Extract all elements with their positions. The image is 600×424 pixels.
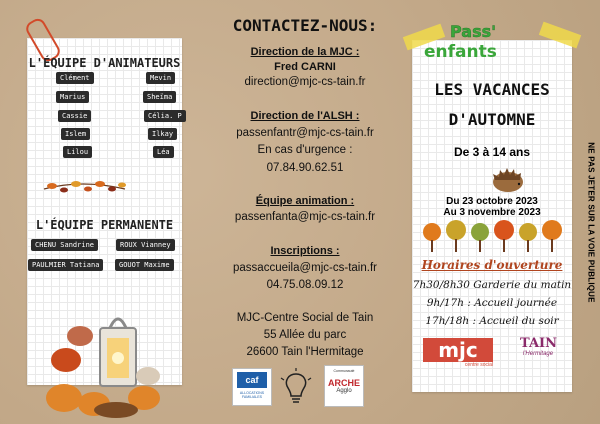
- address-line1: MJC-Centre Social de Tain: [236, 312, 374, 324]
- arche-agglo-logo: [324, 365, 364, 407]
- autumn-leaves-icon: [42, 177, 127, 197]
- permanent-chip: CHENU Sandrine: [31, 239, 98, 251]
- tain-logo: [520, 336, 556, 372]
- direction-mjc-email[interactable]: direction@mjc-cs-tain.fr: [244, 76, 366, 88]
- animateur-chip: Célia. P: [144, 110, 186, 122]
- tain-logo-caption: l'Hermitage: [522, 351, 554, 357]
- urgence-label: En cas d'urgence :: [257, 144, 353, 156]
- pass-enfants-logo: [422, 22, 522, 66]
- arche-logo-top: Communauté: [333, 369, 355, 373]
- mjc-logo-caption: centre social: [464, 362, 493, 368]
- vertical-note-text: NE PAS JETER SUR LA VOIE PUBLIQUE: [586, 142, 596, 303]
- caf-logo: [232, 368, 272, 406]
- animateur-chip: Cassie: [58, 110, 91, 122]
- brand-line2: enfants: [424, 42, 497, 62]
- hours-line: 9h/17h : Accueil journée: [426, 297, 558, 309]
- direction-alsh-title: Direction de l'ALSH :: [250, 110, 360, 122]
- mjc-logo: [423, 338, 499, 372]
- animation-email[interactable]: passenfanta@mjc-cs-tain.fr: [234, 211, 376, 223]
- permanent-chip: ROUX Vianney: [116, 239, 175, 251]
- direction-mjc-title: Direction de la MJC :: [250, 46, 360, 58]
- arche-logo-sub: Agglo: [336, 388, 352, 394]
- lightbulb-icon: [276, 366, 316, 406]
- permanent-chip: PAULMIER Tatiana: [28, 259, 103, 271]
- inscriptions-phone[interactable]: 04.75.08.09.12: [266, 279, 344, 291]
- animateur-chip: Mevin: [146, 72, 175, 84]
- urgence-phone[interactable]: 07.84.90.62.51: [266, 162, 344, 174]
- vacances-title-line2: D'AUTOMNE: [448, 110, 536, 129]
- inscriptions-title: Inscriptions :: [270, 245, 340, 257]
- address-line2: 55 Allée du parc: [263, 329, 347, 341]
- direction-mjc-name: Fred CARNI: [274, 61, 336, 73]
- autumn-trees-illustration: [422, 218, 566, 254]
- caf-logo-caption: ALLOCATIONS FAMILIALES: [239, 391, 265, 399]
- arche-logo-main: ARCHE: [327, 378, 360, 388]
- inscriptions-email[interactable]: passaccueila@mjc-cs-tain.fr: [233, 262, 377, 274]
- animateurs-title: L'ÉQUIPE D'ANIMATEURS: [28, 56, 181, 70]
- age-range: De 3 à 14 ans: [453, 145, 531, 159]
- permanent-chip: GOUOT Maxime: [115, 259, 174, 271]
- brand-line1: Pass': [450, 22, 497, 41]
- contact-column: [200, 0, 410, 424]
- animateur-chip: Islem: [61, 128, 90, 140]
- vacances-title-line1: LES VACANCES: [434, 80, 550, 99]
- animateur-chip: Clément: [56, 72, 94, 84]
- mjc-logo-mark: mjc: [423, 338, 493, 362]
- animateur-chip: Lilou: [63, 146, 92, 158]
- address-line3: 26600 Tain l'Hermitage: [246, 346, 364, 358]
- caf-logo-mark: caf: [237, 372, 267, 388]
- animateur-chip: Ilkay: [148, 128, 177, 140]
- animateur-chip: Marius: [56, 91, 89, 103]
- animateur-chip: Léa: [153, 146, 174, 158]
- date-from: Du 23 octobre 2023: [446, 196, 538, 207]
- hedgehog-icon: [490, 164, 526, 194]
- hours-line: 7h30/8h30 Garderie du matin: [412, 279, 572, 291]
- tain-logo-mark: TAIN: [520, 336, 558, 351]
- date-to: Au 3 novembre 2023: [443, 207, 541, 218]
- animation-title: Équipe animation :: [255, 195, 355, 207]
- vertical-note: [584, 100, 596, 350]
- direction-alsh-email[interactable]: passenfantr@mjc-cs-tain.fr: [236, 127, 374, 139]
- permanente-title: L'ÉQUIPE PERMANENTE: [35, 218, 174, 232]
- hours-title: Horaires d'ouverture: [421, 258, 563, 272]
- contact-title: CONTACTEZ-NOUS:: [232, 16, 378, 35]
- lantern-pumpkins-illustration: [44, 298, 174, 420]
- animateur-chip: Sheïma: [143, 91, 176, 103]
- hours-line: 17h/18h : Accueil du soir: [425, 315, 559, 327]
